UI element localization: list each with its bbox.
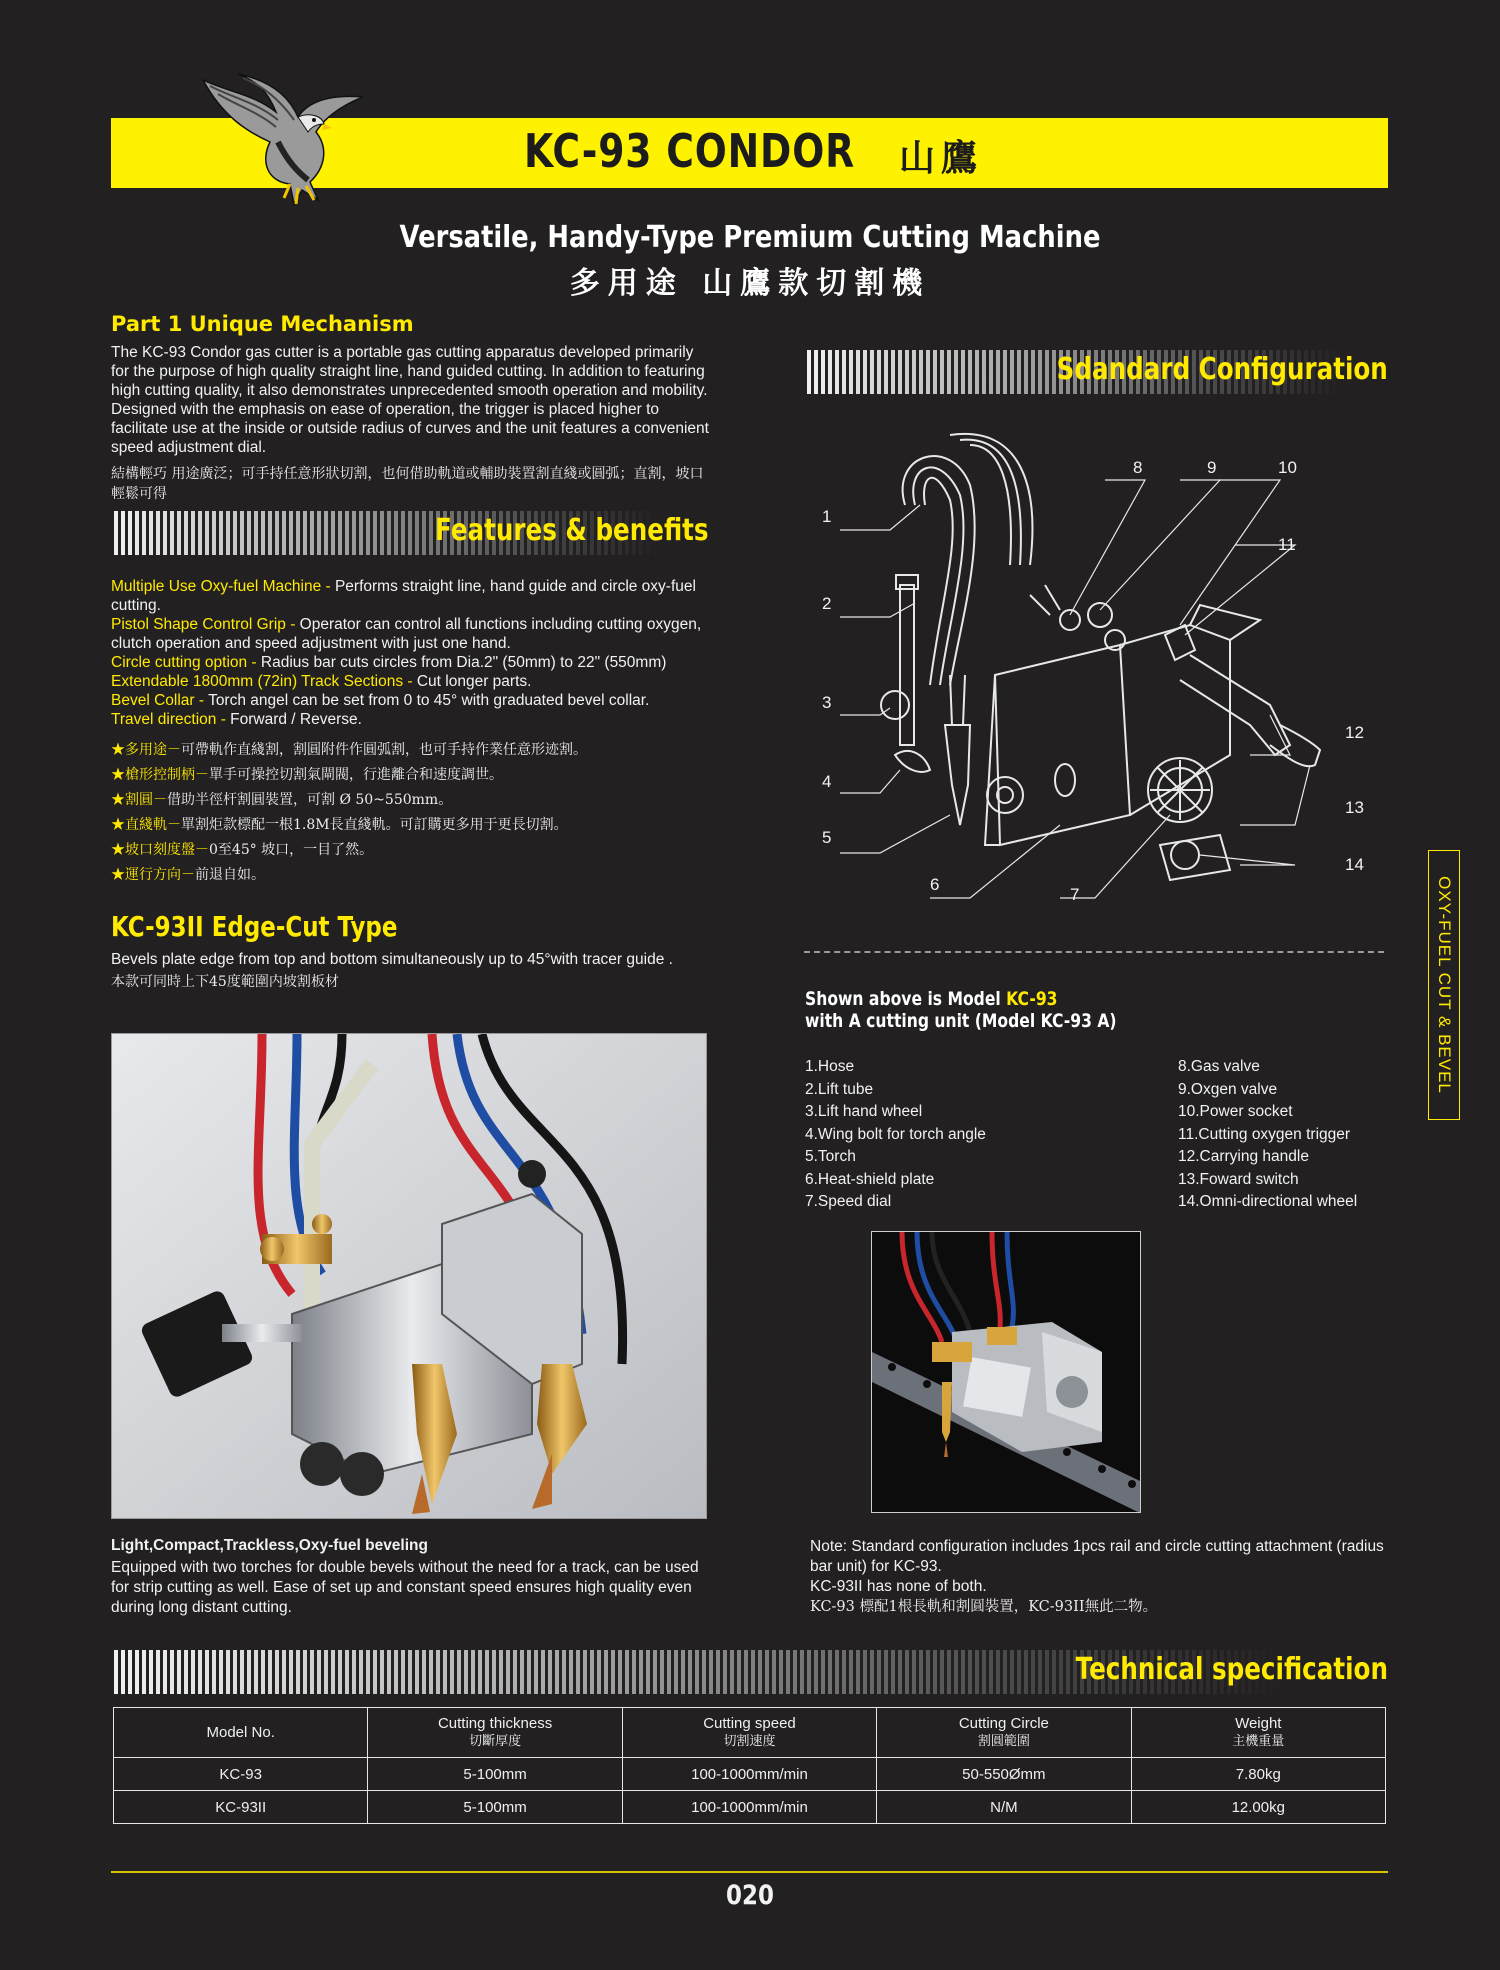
part-item: 1.Hose [805,1058,855,1075]
part-item: 7.Speed dial [805,1193,892,1210]
column-header: Cutting Circle 割圓範圍 [877,1708,1131,1758]
note-line: Note: Standard configuration includes 1pcs rail and circle cutting attachment (radius bar unit) for KC-93. [810,1538,1384,1575]
callout-4: 4 [822,772,832,791]
callout-9: 9 [1207,458,1217,477]
subtitle-zh: 多用途 山鷹款切割機 [569,266,931,301]
page-number: 020 [726,1880,774,1911]
feature-item: Circle cutting option - Radius bar cuts circles from Dia.2" (50mm) to 22" (550mm) [111,654,667,671]
feature-item-zh: ★運行方向－前退自如。 [111,867,265,883]
table-cell: 7.80kg [1131,1758,1385,1791]
callout-1: 1 [822,507,832,526]
beveling-heading: Light,Compact,Trackless,Oxy-fuel beveling [111,1537,428,1554]
parts-list-left [805,1056,986,1214]
column-header: Model No. [114,1708,368,1758]
callout-8: 8 [1133,458,1143,477]
dashed-divider [804,951,1384,953]
callout-5: 5 [822,828,832,847]
feature-item-zh: ★槍形控制柄－單手可操控切割氣閘閥，行進離合和速度調世。 [111,767,503,783]
table-cell: 100-1000mm/min [622,1791,876,1824]
table-cell: N/M [877,1791,1131,1824]
feature-item: Bevel Collar - Torch angel can be set from 0 to 45° with graduated bevel collar. [111,692,650,709]
callout-13: 13 [1345,798,1364,817]
feature-item-zh: ★坡口刻度盤－0至45° 坡口，一目了然。 [111,842,374,858]
tech-spec-heading: Technical specification [1075,1652,1388,1687]
note-line-zh: KC-93 標配1根長軌和割圓裝置，KC-93II無此二物。 [810,1599,1158,1615]
part-item: 9.Oxgen valve [1178,1080,1278,1098]
feature-item: Travel direction - Forward / Reverse. [111,711,362,728]
section-side-tab: OXY-FUEL CUT & BEVEL [1428,850,1460,1120]
part-item: 8.Gas valve [1178,1058,1260,1075]
features-heading: Features & benefits [435,513,709,548]
part-item: 13.Foward switch [1178,1170,1299,1188]
table-header-row [114,1708,1386,1758]
part-item: 10.Power socket [1178,1103,1293,1120]
beveling-body: Equipped with two torches for double bevels without the need for a track, can be used for strip cutting as well. Ease of set up and constant speed ensures high quality even during long distant cutting. [111,1559,699,1616]
part-item: 5.Torch [805,1148,856,1165]
page-title-zh: 山鷹 [899,138,984,179]
feature-item: Pistol Shape Control Grip - Operator can control all functions including cutting oxygen, clutch operation and speed adjustment with just one hand. [111,616,702,652]
table-row [114,1758,1386,1791]
model-caption: Shown above is Model KC-93 with A cutting unit (Model KC-93 A) [805,988,1117,1032]
tech-spec-bar [111,1650,1388,1694]
feature-item-zh: ★直綫軌－單割炬款標配一根1.8M長直綫軌。可訂購更多用于更長切割。 [111,817,568,833]
column-header: Cutting thickness 切斷厚度 [368,1708,622,1758]
standard-config-bar [804,350,1388,394]
callout-2: 2 [822,594,832,613]
page-title: KC-93 CONDOR [524,124,855,178]
callout-3: 3 [822,693,832,712]
features-bar [111,511,709,555]
part-item: 4.Wing bolt for torch angle [805,1125,986,1143]
note-block [810,1537,1395,1617]
features-list-zh [111,738,731,888]
table-cell: KC-93II [114,1791,368,1824]
standard-config-heading: Sdandard Configuration [1056,352,1388,387]
spec-table [113,1707,1386,1824]
table-cell: 50-550Ømm [877,1758,1131,1791]
machine-diagram [800,425,1400,915]
subtitle-en: Versatile, Handy-Type Premium Cutting Machine [399,220,1101,255]
product-photo-kc93 [871,1231,1141,1513]
part-item: 11.Cutting oxygen trigger [1178,1125,1351,1143]
features-list [111,577,715,729]
callout-7: 7 [1070,885,1080,904]
part-item: 6.Heat-shield plate [805,1170,935,1188]
callout-11: 11 [1278,535,1296,554]
edge-cut-body-zh: 本款可同時上下45度範圍内坡割板材 [111,974,339,990]
feature-item-zh: ★多用途－可帶軌作直綫割，割圓附件作圓弧割，也可手持作業任意形迹割。 [111,742,587,758]
callout-10: 10 [1278,458,1297,477]
part-item: 14.Omni-directional wheel [1178,1193,1358,1210]
note-line: KC-93II has none of both. [810,1578,987,1595]
table-cell: 5-100mm [368,1791,622,1824]
edge-cut-heading: KC-93II Edge-Cut Type [111,910,398,943]
callout-6: 6 [930,875,940,894]
feature-item-zh: ★割圓－借助半徑杆割圓裝置，可割 Ø 50~550mm。 [111,792,453,808]
callout-14: 14 [1345,855,1364,874]
footer-rule [111,1871,1388,1873]
part1-body: The KC-93 Condor gas cutter is a portable gas cutting apparatus developed primarily for the purpose of high quality straight line, hand guided cutting. In addition to featuring high cutting quality, it also demonstrates unprecedented smooth operation and mobility. Designed with the emphasis on ease of operation, the trigger is placed higher to facilitate use at the inside or outside radius of curves and the unit features a convenient speed adjustment dial. [111,344,709,456]
column-header: Weight 主機重量 [1131,1708,1385,1758]
feature-item: Multiple Use Oxy-fuel Machine - Performs straight line, hand guide and circle oxy-fuel cutting. [111,578,696,614]
edge-cut-body: Bevels plate edge from top and bottom simultaneously up to 45°with tracer guide . [111,951,673,968]
part-item: 3.Lift hand wheel [805,1103,923,1120]
column-header: Cutting speed 切割速度 [622,1708,876,1758]
parts-list-right [1178,1056,1357,1214]
feature-item: Extendable 1800mm (72in) Track Sections - Cut longer parts. [111,673,532,690]
table-row [114,1791,1386,1824]
table-cell: KC-93 [114,1758,368,1791]
table-cell: 100-1000mm/min [622,1758,876,1791]
part-item: 2.Lift tube [805,1080,874,1098]
table-cell: 12.00kg [1131,1791,1385,1824]
part-item: 12.Carrying handle [1178,1148,1309,1165]
product-photo-kc93ii [111,1033,707,1519]
table-cell: 5-100mm [368,1758,622,1791]
part1-heading: Part 1 Unique Mechanism [111,312,414,336]
callout-12: 12 [1345,723,1364,742]
part1-body-zh: 結構輕巧 用途廣泛；可手持任意形狀切割，也何借助軌道或輔助裝置割直綫或圓弧；直割，坡口輕鬆可得 [111,466,704,502]
eagle-logo-icon [198,72,376,212]
